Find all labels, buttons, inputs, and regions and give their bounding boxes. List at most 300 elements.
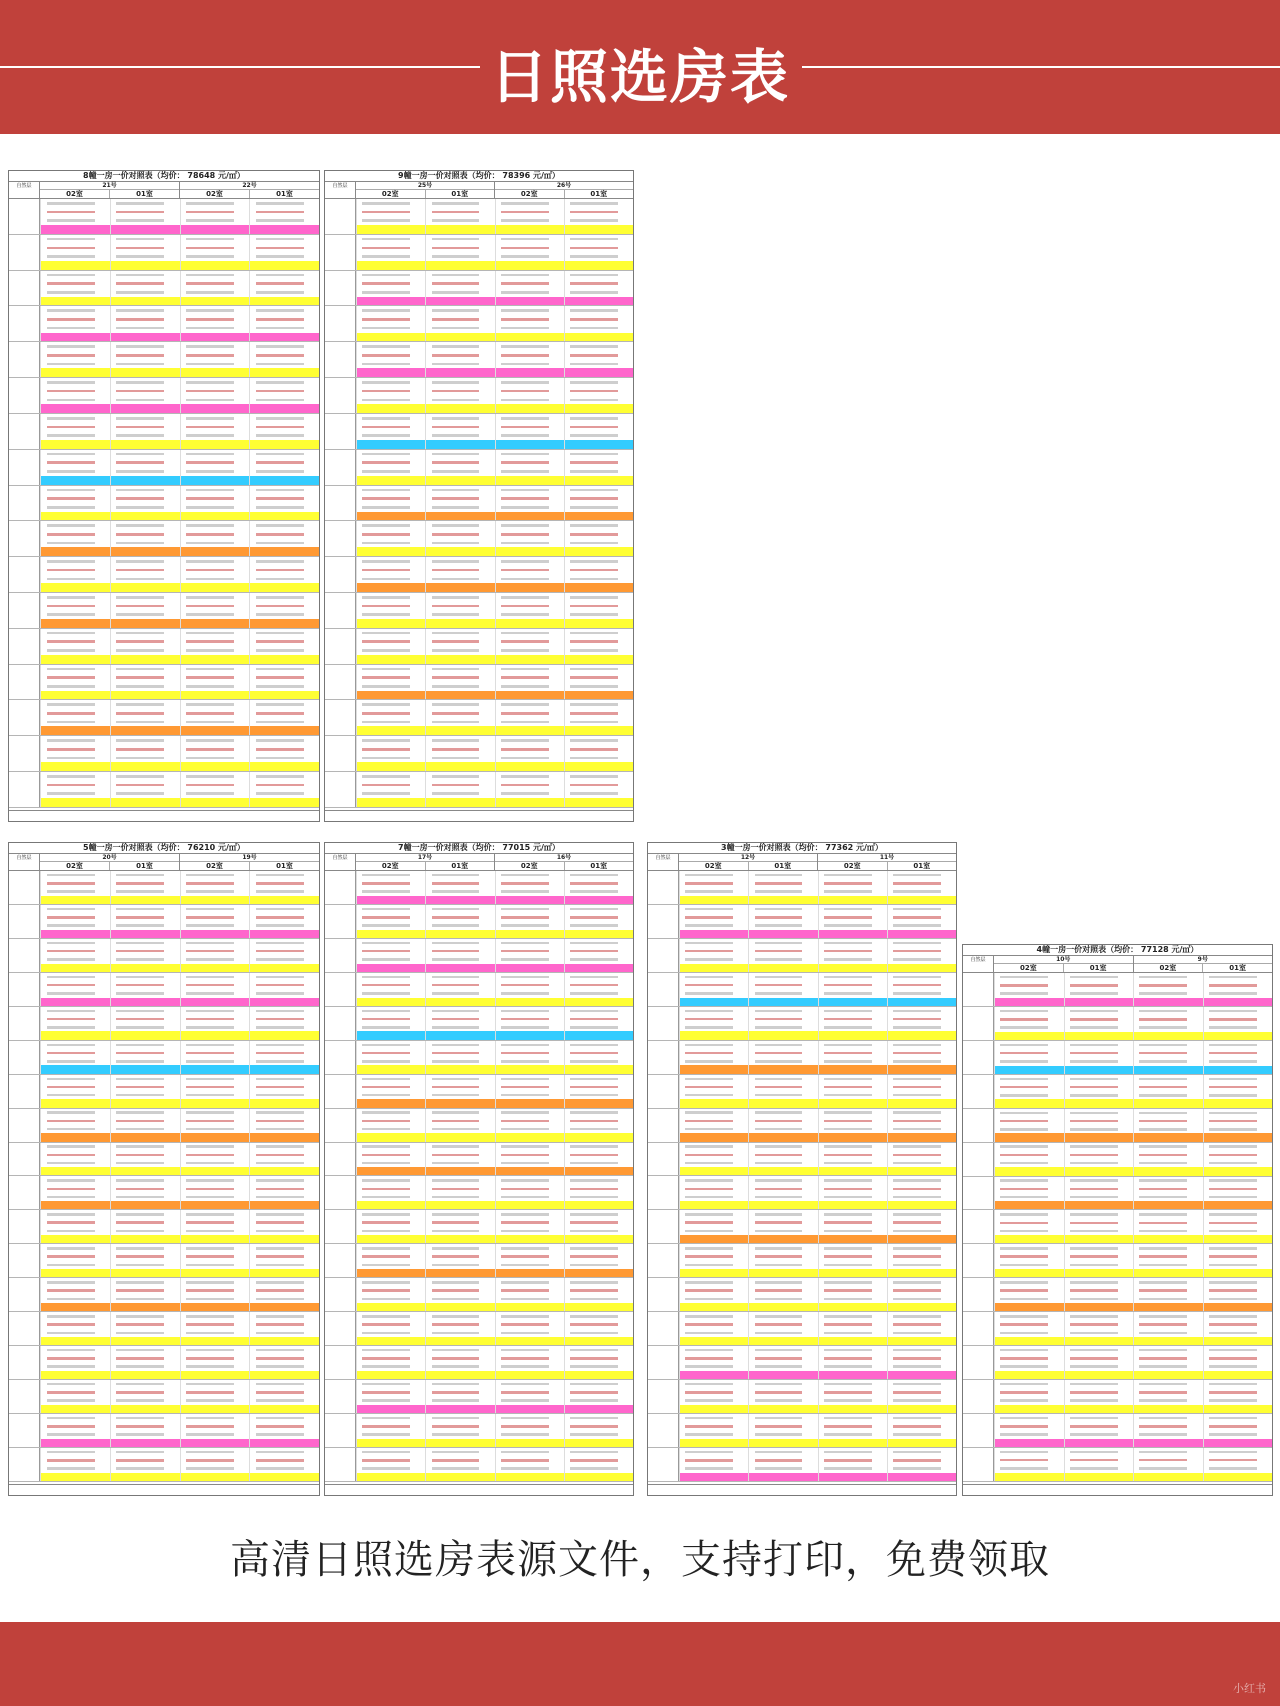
room-cell xyxy=(356,458,425,467)
room-cell xyxy=(564,1269,633,1277)
room-cell xyxy=(356,964,425,972)
room-cell xyxy=(356,368,425,377)
room-cell xyxy=(495,610,564,619)
room-cell xyxy=(564,1346,633,1354)
room-cell xyxy=(110,414,180,423)
room-cell xyxy=(180,1235,250,1243)
detail-row xyxy=(994,1295,1272,1303)
room-cell xyxy=(180,1303,250,1311)
room-cell xyxy=(818,887,887,895)
floor-row xyxy=(325,1007,633,1041)
room-cell xyxy=(425,1176,494,1184)
room-cell xyxy=(180,494,250,503)
detail-row xyxy=(994,1430,1272,1438)
room-cell xyxy=(425,754,494,763)
sheet-header xyxy=(9,182,319,199)
room-cell xyxy=(40,781,110,790)
room-cell xyxy=(249,1329,319,1337)
room-cell xyxy=(679,879,748,887)
room-cell xyxy=(249,619,319,628)
room-cell xyxy=(249,896,319,904)
price-sheet xyxy=(324,170,634,822)
room-cell xyxy=(564,1473,633,1481)
floor-row xyxy=(325,486,633,522)
detail-row xyxy=(40,1448,319,1456)
room-cell xyxy=(495,1083,564,1091)
room-cell xyxy=(356,1456,425,1464)
room-cell xyxy=(748,887,817,895)
room-cell xyxy=(748,1397,817,1405)
room-cell xyxy=(40,315,110,324)
room-cell xyxy=(180,619,250,628)
floor-label xyxy=(325,973,356,1006)
room-cell xyxy=(495,798,564,807)
room-cell xyxy=(818,1430,887,1438)
detail-row xyxy=(356,981,633,989)
room-cell xyxy=(887,1159,956,1167)
sunlight-row xyxy=(40,1371,319,1379)
room-cell xyxy=(748,998,817,1006)
room-cell xyxy=(495,939,564,947)
room-cell xyxy=(495,458,564,467)
room-cell xyxy=(180,1337,250,1345)
room-cell xyxy=(249,637,319,646)
detail-row xyxy=(356,1151,633,1159)
room-cell xyxy=(249,1007,319,1015)
room-cell xyxy=(425,930,494,938)
room-cell xyxy=(249,1151,319,1159)
floor-label xyxy=(9,665,40,700)
detail-row xyxy=(356,342,633,351)
room-cell xyxy=(356,1269,425,1277)
room-cell xyxy=(110,1210,180,1218)
room-cell xyxy=(249,414,319,423)
room-cell xyxy=(356,789,425,798)
room-cell xyxy=(1064,1159,1134,1167)
room-cell xyxy=(495,646,564,655)
detail-row xyxy=(40,414,319,423)
room-cell xyxy=(994,1320,1064,1328)
room-cell xyxy=(356,467,425,476)
room-label: 01室 xyxy=(249,862,319,870)
room-cell xyxy=(180,879,250,887)
room-cell xyxy=(425,404,494,413)
detail-row xyxy=(679,887,956,895)
room-cell xyxy=(40,1151,110,1159)
sunlight-row xyxy=(994,1066,1272,1074)
room-cell xyxy=(110,1075,180,1083)
detail-row xyxy=(40,235,319,244)
room-cell xyxy=(564,1049,633,1057)
room-cell xyxy=(1203,1269,1273,1277)
room-cell xyxy=(40,921,110,929)
floor-label xyxy=(9,939,40,972)
room-cell xyxy=(1133,1075,1203,1083)
floor-label xyxy=(325,905,356,938)
detail-row xyxy=(40,530,319,539)
room-cell xyxy=(110,351,180,360)
room-cell xyxy=(356,754,425,763)
room-cell xyxy=(1133,1329,1203,1337)
sunlight-row xyxy=(679,896,956,904)
room-cell xyxy=(495,1065,564,1073)
floor-row xyxy=(963,1380,1272,1414)
room-cell xyxy=(40,467,110,476)
floor-label xyxy=(648,1176,679,1209)
room-cell xyxy=(425,913,494,921)
room-cell xyxy=(495,1031,564,1039)
room-cell xyxy=(564,404,633,413)
room-cell xyxy=(425,271,494,280)
floor-row xyxy=(648,1041,956,1075)
sunlight-row xyxy=(40,512,319,521)
room-cell xyxy=(564,789,633,798)
room-cell xyxy=(564,342,633,351)
floor-row xyxy=(963,1007,1272,1041)
room-label: 02室 xyxy=(843,862,861,870)
room-cell xyxy=(249,431,319,440)
room-cell xyxy=(110,244,180,253)
floor-row xyxy=(9,306,319,342)
room-cell xyxy=(356,1320,425,1328)
room-cell xyxy=(110,1007,180,1015)
room-cell xyxy=(356,1235,425,1243)
room-cell xyxy=(887,887,956,895)
room-cell xyxy=(564,1261,633,1269)
room-cell xyxy=(748,955,817,963)
room-cell xyxy=(356,1125,425,1133)
room-cell xyxy=(887,1473,956,1481)
room-cell xyxy=(40,494,110,503)
detail-row xyxy=(356,216,633,225)
floor-label xyxy=(9,1244,40,1277)
room-cell xyxy=(1203,1117,1273,1125)
detail-row xyxy=(994,1287,1272,1295)
room-cell xyxy=(495,691,564,700)
room-cell xyxy=(425,955,494,963)
room-cell xyxy=(356,1049,425,1057)
room-cell xyxy=(249,1456,319,1464)
detail-row xyxy=(40,1346,319,1354)
room-cell xyxy=(887,1201,956,1209)
room-cell xyxy=(40,1117,110,1125)
room-cell xyxy=(887,1109,956,1117)
room-cell xyxy=(356,1253,425,1261)
room-cell xyxy=(180,467,250,476)
floor-label xyxy=(9,772,40,807)
room-cell xyxy=(495,1439,564,1447)
room-cell xyxy=(110,1448,180,1456)
room-cell xyxy=(249,1031,319,1039)
room-cell xyxy=(1064,1057,1134,1065)
room-cell xyxy=(40,1176,110,1184)
room-cell xyxy=(994,1057,1064,1065)
room-cell xyxy=(1064,1430,1134,1438)
room-cell xyxy=(425,602,494,611)
room-cell xyxy=(495,395,564,404)
room-cell xyxy=(1133,1007,1203,1015)
floor-row xyxy=(9,414,319,450)
detail-row xyxy=(994,1007,1272,1015)
room-cell xyxy=(887,1151,956,1159)
floor-label xyxy=(325,1075,356,1108)
room-cell xyxy=(564,1007,633,1015)
floor-label xyxy=(325,665,356,700)
room-cell xyxy=(180,1354,250,1362)
room-cell xyxy=(679,1371,748,1379)
sunlight-row xyxy=(356,1303,633,1311)
room-cell xyxy=(40,1041,110,1049)
room-cell xyxy=(495,718,564,727)
room-cell xyxy=(356,593,425,602)
room-cell xyxy=(994,1066,1064,1074)
room-cell xyxy=(356,494,425,503)
floor-row xyxy=(325,414,633,450)
room-cell xyxy=(249,1363,319,1371)
detail-row xyxy=(40,1219,319,1227)
room-cell xyxy=(180,691,250,700)
detail-row xyxy=(356,709,633,718)
room-cell xyxy=(40,512,110,521)
room-cell xyxy=(356,1346,425,1354)
room-cell xyxy=(40,1278,110,1286)
floor-label xyxy=(9,1176,40,1209)
detail-row xyxy=(994,1397,1272,1405)
room-cell xyxy=(425,199,494,208)
sunlight-row xyxy=(356,476,633,485)
detail-row xyxy=(994,1075,1272,1083)
room-cell xyxy=(495,1414,564,1422)
room-cell xyxy=(1203,1346,1273,1354)
room-cell xyxy=(1133,1235,1203,1243)
room-cell xyxy=(495,423,564,432)
room-cell xyxy=(180,593,250,602)
room-cell xyxy=(40,324,110,333)
detail-row xyxy=(356,1295,633,1303)
room-cell xyxy=(1203,1049,1273,1057)
room-cell xyxy=(40,1261,110,1269)
floor-row xyxy=(325,342,633,378)
detail-row xyxy=(679,1329,956,1337)
room-cell xyxy=(748,1049,817,1057)
sunlight-row xyxy=(994,1032,1272,1040)
room-cell xyxy=(40,342,110,351)
detail-row xyxy=(679,1448,956,1456)
detail-row xyxy=(994,1083,1272,1091)
room-cell xyxy=(180,921,250,929)
room-cell xyxy=(748,1422,817,1430)
room-cell xyxy=(40,1201,110,1209)
room-cell xyxy=(818,998,887,1006)
room-cell xyxy=(748,1091,817,1099)
room-cell xyxy=(425,1185,494,1193)
room-cell xyxy=(1133,1397,1203,1405)
room-cell xyxy=(249,279,319,288)
room-cell xyxy=(249,989,319,997)
room-cell xyxy=(425,762,494,771)
floor-label xyxy=(648,1414,679,1447)
detail-row xyxy=(679,1185,956,1193)
sheet-body xyxy=(325,871,633,1484)
detail-row xyxy=(679,1244,956,1252)
room-cell xyxy=(1203,1473,1273,1481)
room-cell xyxy=(249,1354,319,1362)
room-cell xyxy=(495,1133,564,1141)
room-cell xyxy=(748,1159,817,1167)
room-cell xyxy=(110,1167,180,1175)
room-cell xyxy=(1064,1473,1134,1481)
room-cell xyxy=(818,1261,887,1269)
room-cell xyxy=(679,955,748,963)
room-cell xyxy=(1203,1099,1273,1107)
room-cell xyxy=(40,404,110,413)
room-cell xyxy=(495,1091,564,1099)
room-cell xyxy=(1203,1414,1273,1422)
room-cell xyxy=(679,1227,748,1235)
room-cell xyxy=(110,879,180,887)
room-cell xyxy=(180,989,250,997)
detail-row xyxy=(356,1464,633,1472)
room-cell xyxy=(356,947,425,955)
room-cell xyxy=(994,1075,1064,1083)
floor-row xyxy=(648,1075,956,1109)
room-label: 01室 xyxy=(748,862,818,870)
room-cell xyxy=(249,726,319,735)
room-cell xyxy=(249,798,319,807)
room-cell xyxy=(110,1320,180,1328)
room-cell xyxy=(249,709,319,718)
room-cell xyxy=(425,1049,494,1057)
room-cell xyxy=(748,1075,817,1083)
room-cell xyxy=(994,981,1064,989)
unit-name: 11号 xyxy=(818,854,956,862)
room-cell xyxy=(356,973,425,981)
room-cell xyxy=(356,745,425,754)
detail-row xyxy=(994,1422,1272,1430)
room-cell xyxy=(425,665,494,674)
unit-column xyxy=(679,854,818,870)
room-cell xyxy=(1133,1464,1203,1472)
room-cell xyxy=(356,1295,425,1303)
room-cell xyxy=(40,871,110,879)
room-cell xyxy=(425,360,494,369)
room-cell xyxy=(40,208,110,217)
room-cell xyxy=(110,1109,180,1117)
room-cell xyxy=(425,225,494,234)
floor-label xyxy=(648,1143,679,1176)
sunlight-row xyxy=(356,404,633,413)
room-cell xyxy=(180,503,250,512)
detail-row xyxy=(356,271,633,280)
room-cell xyxy=(356,1388,425,1396)
room-cell xyxy=(110,745,180,754)
sunlight-row xyxy=(356,333,633,342)
detail-row xyxy=(994,1244,1272,1252)
room-cell xyxy=(818,981,887,989)
room-cell xyxy=(425,1397,494,1405)
sunlight-row xyxy=(40,1439,319,1447)
room-cell xyxy=(994,1041,1064,1049)
room-cell xyxy=(495,199,564,208)
room-cell xyxy=(495,619,564,628)
detail-row xyxy=(40,1143,319,1151)
room-cell xyxy=(356,736,425,745)
room-cell xyxy=(425,440,494,449)
floor-label xyxy=(9,629,40,664)
room-cell xyxy=(887,1143,956,1151)
sunlight-row xyxy=(679,930,956,938)
detail-row xyxy=(356,646,633,655)
detail-row xyxy=(40,1456,319,1464)
room-cell xyxy=(495,1405,564,1413)
detail-row xyxy=(356,602,633,611)
room-cell xyxy=(1203,1219,1273,1227)
room-cell xyxy=(818,1371,887,1379)
room-cell xyxy=(994,1371,1064,1379)
room-cell xyxy=(425,655,494,664)
room-cell xyxy=(818,1329,887,1337)
room-cell xyxy=(887,998,956,1006)
room-cell xyxy=(495,414,564,423)
room-cell xyxy=(564,1278,633,1286)
sunlight-row xyxy=(679,1031,956,1039)
room-cell xyxy=(887,1219,956,1227)
room-cell xyxy=(356,199,425,208)
room-cell xyxy=(564,1117,633,1125)
room-label: 02室 xyxy=(520,190,538,198)
room-cell xyxy=(564,1075,633,1083)
detail-row xyxy=(40,1286,319,1294)
room-cell xyxy=(356,905,425,913)
detail-row xyxy=(356,1286,633,1294)
room-cell xyxy=(180,351,250,360)
room-cell xyxy=(679,1083,748,1091)
room-cell xyxy=(564,324,633,333)
room-cell xyxy=(180,964,250,972)
detail-row xyxy=(679,1227,956,1235)
room-cell xyxy=(818,1269,887,1277)
room-cell xyxy=(1064,1083,1134,1091)
room-cell xyxy=(887,1099,956,1107)
room-cell xyxy=(1064,1032,1134,1040)
room-cell xyxy=(495,503,564,512)
room-cell xyxy=(180,423,250,432)
floor-row xyxy=(963,1041,1272,1075)
room-cell xyxy=(40,1473,110,1481)
floor-label xyxy=(963,1075,994,1108)
room-cell xyxy=(564,1422,633,1430)
room-cell xyxy=(356,1414,425,1422)
detail-row xyxy=(40,781,319,790)
room-cell xyxy=(180,1261,250,1269)
room-cell xyxy=(818,947,887,955)
room-cell xyxy=(356,395,425,404)
room-cell xyxy=(994,1032,1064,1040)
room-cell xyxy=(180,261,250,270)
room-cell xyxy=(356,557,425,566)
room-cell xyxy=(818,1159,887,1167)
room-cell xyxy=(356,989,425,997)
floor-label xyxy=(648,1448,679,1481)
room-label: 01室 xyxy=(425,190,495,198)
sunlight-row xyxy=(679,1201,956,1209)
room-cell xyxy=(425,208,494,217)
detail-row xyxy=(356,1091,633,1099)
room-cell xyxy=(40,789,110,798)
room-cell xyxy=(1064,1133,1134,1141)
room-cell xyxy=(425,1210,494,1218)
room-cell xyxy=(40,930,110,938)
